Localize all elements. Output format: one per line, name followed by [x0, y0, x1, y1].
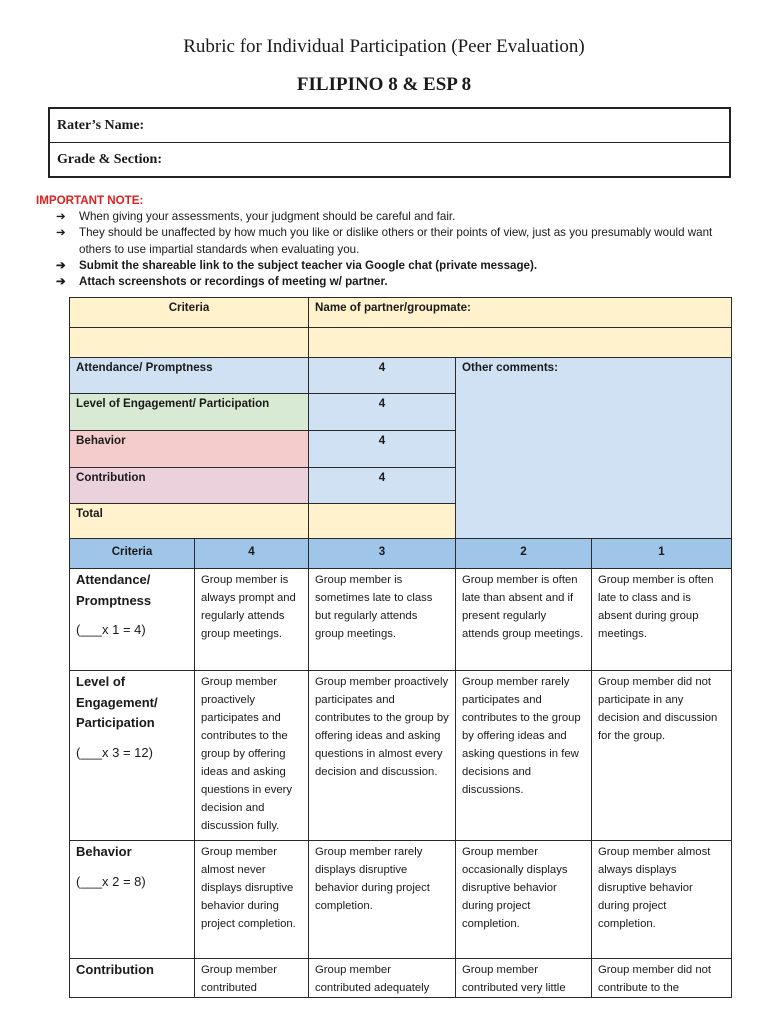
summary-label-attendance: Attendance/ Promptness	[70, 358, 309, 394]
important-note-title: IMPORTANT NOTE:	[36, 194, 144, 207]
summary-label-behavior: Behavior	[70, 431, 309, 468]
table-row	[70, 959, 732, 998]
level-3-description: Group member is sometimes late to class but regularly attends group meetings.	[309, 569, 456, 671]
arrow-right-icon: ➔	[56, 226, 66, 240]
document-title: Rubric for Individual Participation (Peer Evaluation)	[183, 36, 585, 57]
other-comments-label: Other comments:	[462, 361, 558, 374]
arrow-right-icon: ➔	[56, 258, 66, 272]
level-4-description: Group member is always prompt and regularly attends group meetings.	[195, 569, 309, 671]
criteria-label: Behavior	[76, 844, 132, 859]
rubric-header-4: 4	[195, 539, 309, 569]
level-4-description: Group member contributed	[195, 959, 309, 998]
note-item	[56, 225, 736, 257]
criteria-cell	[70, 569, 195, 671]
grade-section-label: Grade & Section:	[57, 152, 162, 167]
score-engagement[interactable]: 4	[309, 394, 456, 431]
score-formula: (___x 2 = 8)	[76, 873, 146, 889]
summary-label-engagement: Level of Engagement/ Participation	[70, 394, 309, 431]
arrow-right-icon: ➔	[56, 275, 66, 289]
note-text: They should be unaffected by how much you like or dislike others or their points of view, just as you presumably would want others to use impartial standards when evaluating you.	[79, 226, 713, 256]
partner-name-header: Name of partner/groupmate:	[309, 298, 732, 328]
table-row	[70, 671, 732, 841]
note-item	[56, 209, 736, 225]
level-1-description: Group member did not participate in any decision and discussion for the group.	[592, 671, 732, 841]
rater-name-field[interactable]	[50, 109, 729, 142]
total-value[interactable]	[309, 504, 456, 539]
criteria-cell	[70, 841, 195, 959]
criteria-label: Contribution	[76, 962, 154, 977]
level-1-description: Group member almost always displays disruptive behavior during project completion.	[592, 841, 732, 959]
partner-name-input[interactable]	[309, 328, 732, 358]
blank-criteria-cell	[70, 328, 309, 358]
note-text: Submit the shareable link to the subject teacher via Google chat (private message).	[79, 258, 538, 272]
level-4-description: Group member almost never displays disruptive behavior during project completion.	[195, 841, 309, 959]
rater-name-label: Rater’s Name:	[57, 118, 145, 133]
note-text: Attach screenshots or recordings of meeting w/ partner.	[79, 275, 388, 289]
level-2-description: Group member occasionally displays disruptive behavior during project completion.	[456, 841, 592, 959]
rubric-table	[69, 538, 732, 998]
score-contribution[interactable]: 4	[309, 468, 456, 504]
score-behavior[interactable]: 4	[309, 431, 456, 468]
rubric-header-3: 3	[309, 539, 456, 569]
arrow-right-icon: ➔	[56, 210, 66, 224]
note-list	[36, 209, 736, 290]
level-4-description: Group member proactively participates and contributes to the group by offering ideas and asking questions in every decision and discussion fully.	[195, 671, 309, 841]
summary-label-contribution: Contribution	[70, 468, 309, 504]
level-3-description: Group member contributed adequately	[309, 959, 456, 998]
table-row	[70, 569, 732, 671]
criteria-header: Criteria	[70, 298, 309, 328]
note-item	[56, 258, 736, 274]
criteria-label: Level of Engagement/ Participation	[76, 674, 158, 730]
criteria-cell	[70, 959, 195, 998]
score-attendance[interactable]: 4	[309, 358, 456, 394]
level-3-description: Group member rarely displays disruptive behavior during project completion.	[309, 841, 456, 959]
rubric-header-2: 2	[456, 539, 592, 569]
score-formula: (___x 1 = 4)	[76, 622, 146, 637]
table-row	[70, 841, 732, 959]
level-3-description: Group member proactively participates and contributes to the group by offering ideas and asking questions in almost every decision and discussion.	[309, 671, 456, 841]
note-item	[56, 274, 736, 290]
level-2-description: Group member contributed very little	[456, 959, 592, 998]
important-note	[36, 193, 736, 290]
rubric-header-1: 1	[592, 539, 732, 569]
criteria-label: Attendance/ Promptness	[76, 572, 152, 608]
level-1-description: Group member did not contribute to the	[592, 959, 732, 998]
grade-section-field[interactable]	[50, 142, 729, 176]
total-label: Total	[70, 504, 309, 539]
criteria-cell	[70, 671, 195, 841]
rubric-header-criteria: Criteria	[70, 539, 195, 569]
document-subtitle: FILIPINO 8 & ESP 8	[296, 74, 472, 95]
score-formula: (___x 3 = 12)	[76, 744, 153, 760]
note-text: When giving your assessments, your judgment should be careful and fair.	[79, 210, 456, 224]
level-2-description: Group member is often late than absent and if present regularly attends group meetings.	[456, 569, 592, 671]
rater-info-box	[48, 107, 731, 178]
other-comments-field[interactable]	[456, 358, 732, 539]
level-2-description: Group member rarely participates and contributes to the group by offering ideas and asking questions in few decisions and discussions.	[456, 671, 592, 841]
level-1-description: Group member is often late to class and is absent during group meetings.	[592, 569, 732, 671]
summary-score-table	[69, 297, 732, 539]
